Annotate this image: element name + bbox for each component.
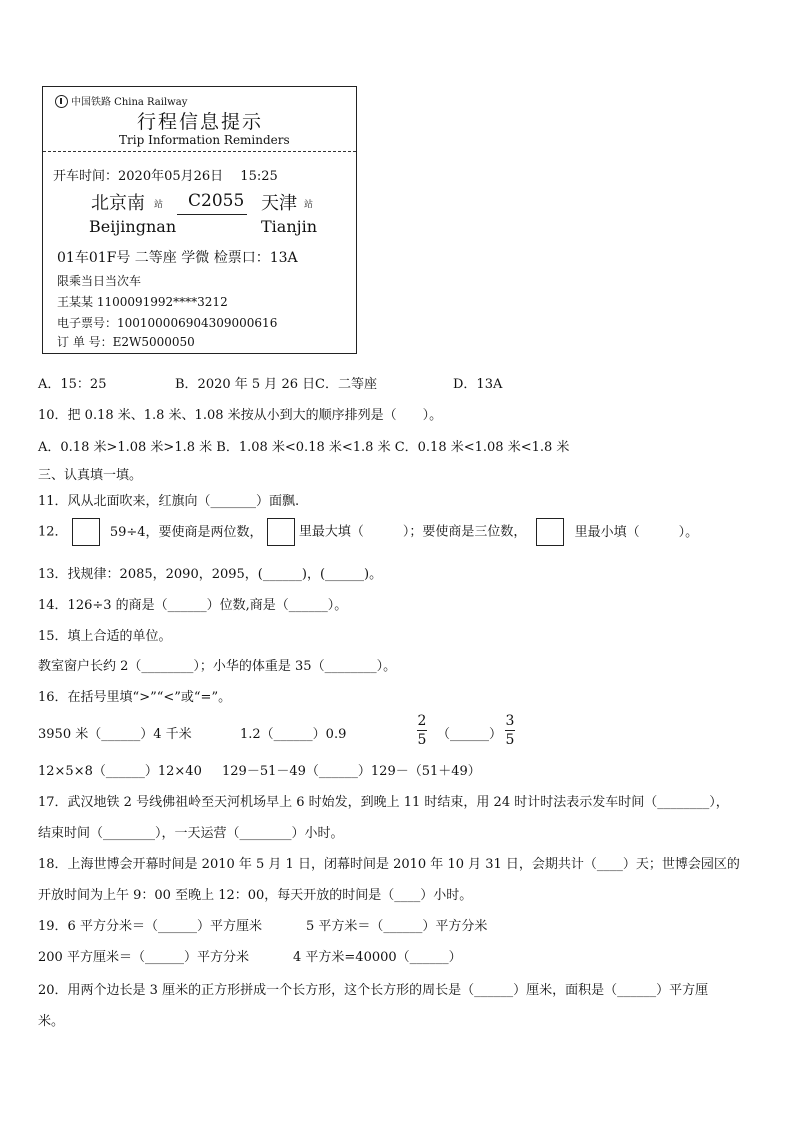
ticket-from-en: Beijingnan bbox=[89, 217, 177, 236]
ticket-seat: 01车01F号 二等座 学微 检票口：13A bbox=[57, 250, 298, 266]
fraction-bar bbox=[505, 730, 515, 731]
q12-blank-box[interactable] bbox=[267, 518, 295, 546]
q19-c: 200 平方厘米＝（______）平方分米 bbox=[38, 950, 249, 965]
q16-fraction-blank: （______） bbox=[437, 727, 503, 742]
q20-line2: 米。 bbox=[38, 1014, 65, 1029]
q16-fraction-left bbox=[417, 712, 427, 749]
section-3-heading: 三、认真填一填。 bbox=[38, 468, 143, 483]
q9-option-b: B．2020 年 5 月 26 日 bbox=[175, 377, 316, 392]
fraction-denominator: 5 bbox=[505, 732, 515, 748]
q19-b: 5 平方米＝（______）平方分米 bbox=[306, 919, 488, 934]
train-ticket-image bbox=[42, 86, 357, 354]
ticket-train-number: C2055 bbox=[188, 191, 245, 211]
ticket-limit: 限乘当日当次车 bbox=[57, 274, 142, 288]
ticket-title-en: Trip Information Reminders bbox=[119, 133, 290, 147]
q12-part2: 里最大填（ ）；要使商是三位数， bbox=[298, 524, 527, 540]
ticket-order: 订 单 号：E2W5000050 bbox=[57, 335, 195, 349]
q16-stem: 16．在括号里填“>”“<”或“=”。 bbox=[38, 690, 232, 705]
q9-option-a: A．15：25 bbox=[38, 377, 107, 392]
q17-line2: 结束时间（________），一天运营（________）小时。 bbox=[38, 826, 344, 841]
q9-option-c: C．二等座 bbox=[315, 377, 377, 392]
ticket-from-cn: 北京南 bbox=[91, 193, 145, 214]
q13: 13．找规律：2085，2090，2095，(______)，(______)。 bbox=[38, 567, 383, 582]
q15-stem: 15．填上合适的单位。 bbox=[38, 629, 172, 644]
q19-a: 19．6 平方分米＝（______）平方厘米 bbox=[38, 919, 262, 934]
q10-stem: 10．把 0.18 米、1.8 米、1.08 米按从小到大的顺序排列是（ ）。 bbox=[38, 408, 443, 423]
q9-option-d: D．13A bbox=[453, 377, 503, 392]
ticket-to-cn: 天津 bbox=[261, 193, 297, 214]
ticket-to-en: Tianjin bbox=[261, 217, 318, 236]
q10-options: A．0.18 米>1.08 米>1.8 米 B．1.08 米<0.18 米<1.8 米 C．0.18 米<1.08 米<1.8 米 bbox=[38, 440, 570, 455]
ticket-title-cn: 行程信息提示 bbox=[137, 111, 264, 133]
q12-blank-box[interactable] bbox=[72, 518, 100, 546]
ticket-passenger: 王某某 1100091992****3212 bbox=[57, 295, 228, 309]
fraction-numerator: 3 bbox=[505, 713, 515, 729]
railway-logo-icon bbox=[55, 95, 68, 108]
fraction-bar bbox=[417, 730, 427, 731]
q18-line1: 18．上海世博会开幕时间是 2010 年 5 月 1 日，闭幕时间是 2010 年 10 月 31 日，会期共计（____）天；世博会园区的 bbox=[38, 857, 740, 872]
q14: 14．126÷3 的商是（______）位数,商是（______）。 bbox=[38, 598, 348, 613]
q12-part1: 59÷4，要使商是两位数， bbox=[109, 524, 263, 540]
q15-line: 教室窗户长约 2（________）；小华的体重是 35（________）。 bbox=[38, 659, 397, 674]
q16-c: 12×5×8（______）12×40 bbox=[38, 764, 202, 779]
q16-b: 1.2（______）0.9 bbox=[240, 727, 347, 742]
q12-blank-box[interactable] bbox=[536, 518, 564, 546]
ticket-from-station: 站 bbox=[154, 200, 164, 210]
ticket-eticket: 电子票号：10010000690430900061​6 bbox=[57, 316, 278, 330]
q20-line1: 20．用两个边长是 3 厘米的正方形拼成一个长方形，这个长方形的周长是（______）厘米，面积是（______）平方厘 bbox=[38, 983, 709, 998]
ticket-to-station: 站 bbox=[304, 200, 314, 210]
ticket-train-arrow bbox=[177, 214, 247, 215]
q16-a: 3950 米（______）4 千米 bbox=[38, 727, 192, 742]
fraction-numerator: 2 bbox=[417, 713, 427, 729]
q12 bbox=[38, 518, 698, 546]
q16-d: 129－51－49（______）129－（51＋49） bbox=[222, 764, 481, 779]
q17-line1: 17．武汉地铁 2 号线佛祖岭至天河机场早上 6 时始发，到晚上 11 时结束，用 24 时计时法表示发车时间（________）， bbox=[38, 795, 729, 810]
fraction-denominator: 5 bbox=[417, 732, 427, 748]
q12-number: 12． bbox=[38, 524, 68, 540]
q18-line2: 开放时间为上午 9：00 至晚上 12：00，每天开放的时间是（____）小时。 bbox=[38, 888, 473, 903]
q19-d: 4 平方米=40000（______） bbox=[293, 950, 462, 965]
q16-fraction-right bbox=[505, 712, 515, 749]
q12-part3: 里最小填（ ）。 bbox=[574, 524, 699, 540]
ticket-departure: 开车时间：2020年05月26日 15:25 bbox=[53, 169, 278, 184]
q11: 11．风从北面吹来，红旗向（_______）面飘. bbox=[38, 494, 300, 509]
ticket-divider bbox=[43, 151, 356, 152]
ticket-logo-text: 中国铁路 China Railway bbox=[71, 97, 188, 108]
